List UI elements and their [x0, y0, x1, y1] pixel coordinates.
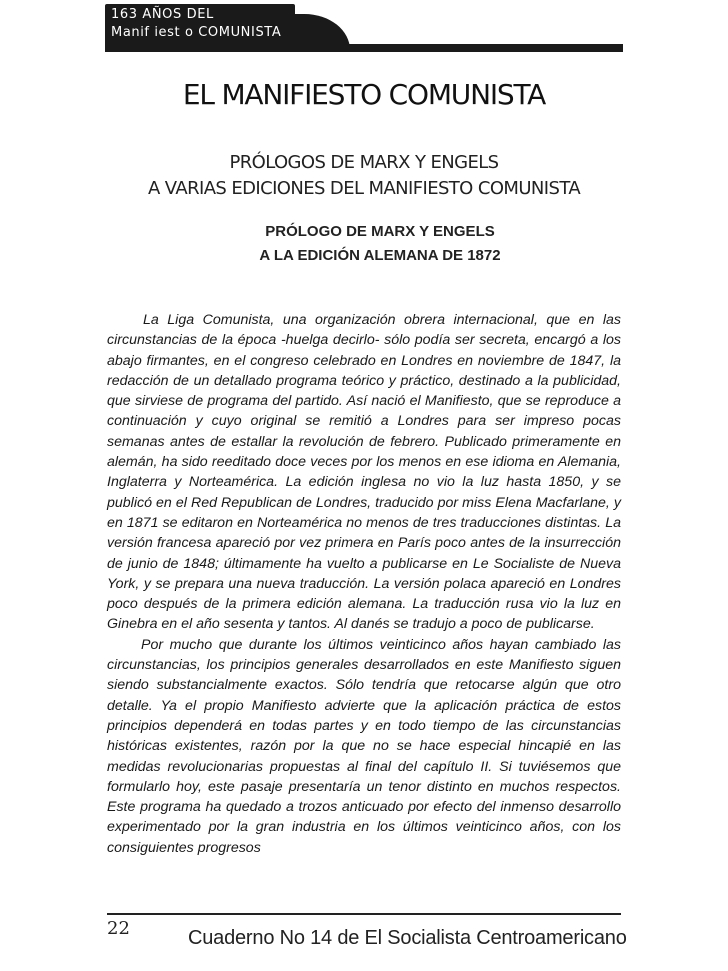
section-title-line-1: PRÓLOGO DE MARX Y ENGELS [265, 223, 495, 240]
header-line-2: Manif iest o COMUNISTA [111, 25, 282, 40]
body-text [107, 310, 621, 858]
header-line-1: 163 AÑOS DEL [111, 7, 214, 22]
subtitle-line-2: A VARIAS EDICIONES DEL MANIFIESTO COMUNISTA [147, 178, 581, 199]
footer-rule [107, 913, 621, 915]
publication-footer: Cuaderno No 14 de El Socialista Centroamericano [188, 927, 627, 949]
paragraph-1: La Liga Comunista, una organización obrera internacional, que en las circunstancias de la época -huelga decirlo- sólo podía ser secreta, encargó a los abajo firmantes, en el congreso celebrado en Londres en noviembre de 1847, la redacción de un detallado programa teórico y práctico, destinado a la publicidad, que sirviese de programa del partido. Así nació el Manifiesto, que se reproduce a continuación y cuyo original se remitió a Londres para ser impreso pocas semanas antes de estallar la revolución de febrero. Publicado primeramente en alemán, ha sido reeditado doce veces por los menos en ese idioma en Alemania, Inglaterra y Norteamérica. La edición inglesa no vio la luz hasta 1850, y se publicó en el Red Republican de Londres, traducido por miss Elena Macfarlane, y en 1871 se editaron en Norteamérica no menos de tres traducciones distintas. La versión francesa apareció por vez primera en París poco antes de la insurrección de junio de 1848; últimamente ha vuelto a publicarse en Le Socialiste de Nueva York, y se prepara una nueva traducción. La versión polaca apareció en Londres poco después de la primera edición alemana. La traducción rusa vio la luz en Ginebra en el año sesenta y tantos. Al danés se tradujo a poco de publicarse. [107, 312, 621, 633]
section-title-line-2: A LA EDICIÓN ALEMANA DE 1872 [259, 247, 501, 264]
page-title: EL MANIFIESTO COMUNISTA [182, 78, 546, 111]
header-label [111, 6, 281, 42]
subtitle-line-1: PRÓLOGOS DE MARX Y ENGELS [229, 152, 499, 173]
page-number: 22 [107, 918, 130, 939]
paragraph-2: Por mucho que durante los últimos veinticinco años hayan cambiado las circunstancias, los principios generales desarrollados en este Manifiesto siguen siendo substancialmente exactos. Sólo tendría que retocarse algún que otro detalle. Ya el propio Manifiesto advierte que la aplicación práctica de estos principios dependerá en todas partes y en todo tiempo de las circunstancias históricas existentes, razón por la que no se hace especial hincapié en las medidas revolucionarias propuestas al final del capítulo II. Si tuviésemos que formularlo hoy, este pasaje presentaría un tenor distinto en muchos respectos. Este programa ha quedado a trozos anticuado por efecto del inmenso desarrollo experimentado por la gran industria en los últimos veinticinco años, con los consiguientes progresos [107, 636, 621, 856]
header-bar [105, 44, 623, 52]
